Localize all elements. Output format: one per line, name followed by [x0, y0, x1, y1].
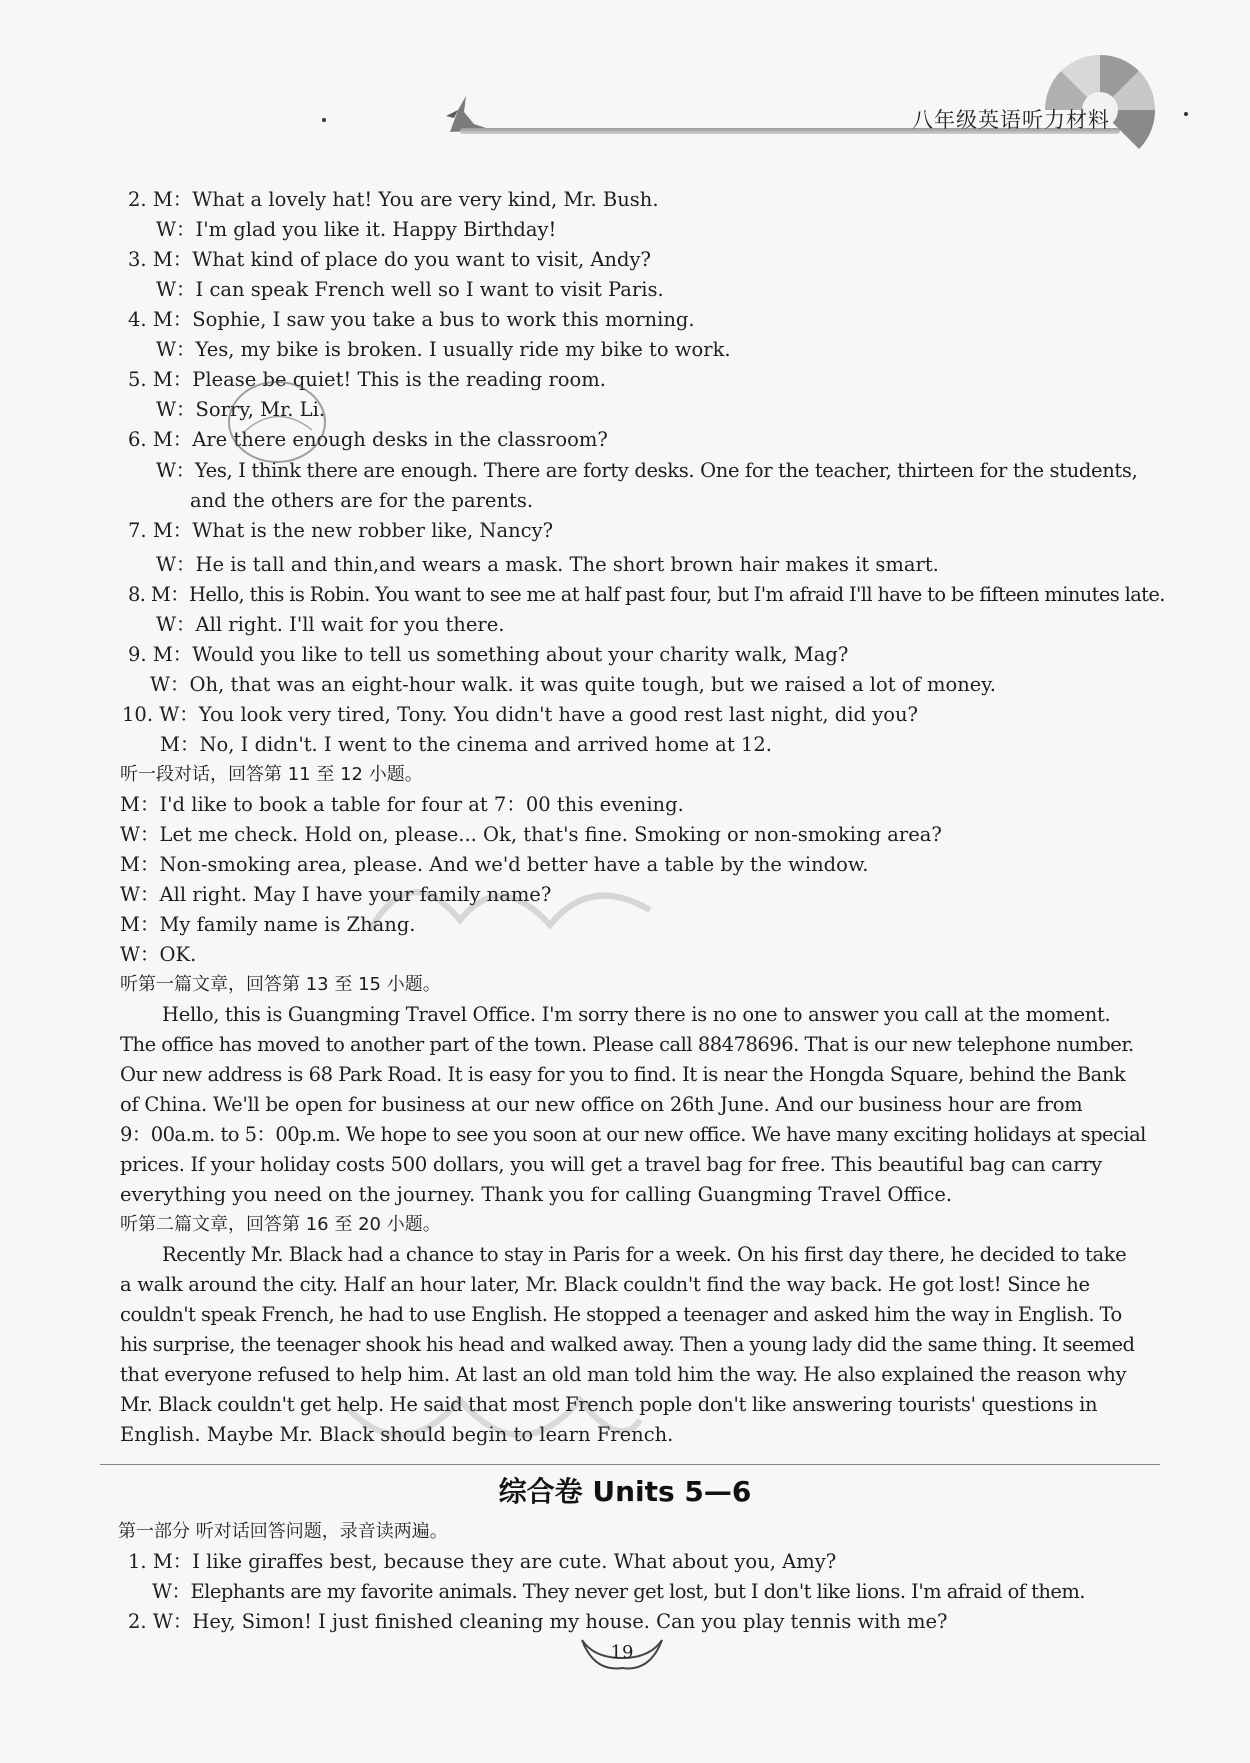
passage-line: Hello, this is Guangming Travel Office. I'm sorry there is no one to answer you call at the moment. — [162, 1003, 1111, 1026]
passage-line: his surprise, the teenager shook his head and walked away. Then a young lady did the same thing. It seemed — [120, 1333, 1135, 1356]
stamp-mark — [222, 372, 332, 472]
dialogue-line: 8. M：Hello, this is Robin. You want to see me at half past four, but I'm afraid I'll have to be fifteen minutes late. — [128, 583, 1165, 606]
dialogue-line: 6. M：Are there enough desks in the classroom? — [128, 428, 608, 451]
dialogue-line: 9. M：Would you like to tell us something about your charity walk, Mag? — [128, 643, 849, 666]
section-title: 综合卷 Units 5—6 — [498, 1475, 752, 1508]
part-instruction: 第一部分 听对话回答问题，录音读两遍。 — [118, 1521, 448, 1542]
dialogue-line: W：I'm glad you like it. Happy Birthday! — [156, 218, 557, 241]
dialogue-line: M：No, I didn't. I went to the cinema and arrived home at 12. — [160, 733, 772, 756]
passage-line: Our new address is 68 Park Road. It is easy for you to find. It is near the Hongda Square, behind the Bank — [120, 1063, 1126, 1086]
passage-line: couldn't speak French, he had to use English. He stopped a teenager and asked him the way in English. To — [120, 1303, 1122, 1326]
decor-dot — [322, 118, 326, 122]
passage-line: that everyone refused to help him. At last an old man told him the way. He also explained the reason why — [120, 1363, 1127, 1386]
passage-line: 9：00a.m. to 5：00p.m. We hope to see you soon at our new office. We have many exciting holidays at special — [120, 1123, 1146, 1146]
page-header — [0, 0, 1250, 160]
passage-line: a walk around the city. Half an hour later, Mr. Black couldn't find the way back. He got lost! Since he — [120, 1273, 1090, 1296]
watermark — [350, 840, 680, 960]
dialogue-line: W：Yes, my bike is broken. I usually ride my bike to work. — [156, 338, 731, 361]
dialogue-line: W：Sorry, Mr. Li. — [156, 398, 326, 421]
watermark — [320, 1360, 660, 1480]
passage-line: everything you need on the journey. Thank you for calling Guangming Travel Office. — [120, 1183, 953, 1206]
dialogue-line: W：Let me check. Hold on, please... Ok, that's fine. Smoking or non-smoking area? — [120, 823, 942, 846]
dialogue-line: 1. M：I like giraffes best, because they are cute. What about you, Amy? — [128, 1550, 837, 1573]
dialogue-line: 4. M：Sophie, I saw you take a bus to work this morning. — [128, 308, 695, 331]
passage-line: The office has moved to another part of the town. Please call 88478696. That is our new telephone number. — [120, 1033, 1134, 1056]
dialogue-line: 3. M：What kind of place do you want to visit, Andy? — [128, 248, 651, 271]
section-instruction: 听第二篇文章，回答第 16 至 20 小题。 — [120, 1214, 441, 1235]
dialogue-line: W：All right. May I have your family name? — [120, 883, 552, 906]
passage-line: prices. If your holiday costs 500 dollars, you will get a travel bag for free. This beautiful bag can carry — [120, 1153, 1102, 1176]
dialogue-line: 5. M：Please be quiet! This is the reading room. — [128, 368, 606, 391]
page-number: 19 — [610, 1642, 634, 1663]
section-instruction: 听第一篇文章，回答第 13 至 15 小题。 — [120, 974, 441, 995]
dialogue-line: M：I'd like to book a table for four at 7：00 this evening. — [120, 793, 684, 816]
dialogue-line: W：I can speak French well so I want to visit Paris. — [156, 278, 664, 301]
section-instruction: 听一段对话，回答第 11 至 12 小题。 — [120, 764, 423, 785]
page-number-badge — [574, 1628, 670, 1678]
dialogue-line: W：Yes, I think there are enough. There are forty desks. One for the teacher, thirteen for the students, — [156, 459, 1138, 482]
dialogue-line: 2. M：What a lovely hat! You are very kind, Mr. Bush. — [128, 188, 659, 211]
dialogue-line: W：All right. I'll wait for you there. — [156, 613, 505, 636]
passage-line: of China. We'll be open for business at our new office on 26th June. And our business hour are from — [120, 1093, 1083, 1116]
dialogue-line: 10. W：You look very tired, Tony. You didn't have a good rest last night, did you? — [122, 703, 918, 726]
dialogue-line: 7. M：What is the new robber like, Nancy? — [128, 519, 554, 542]
dialogue-line: W：OK. — [120, 943, 197, 966]
dialogue-line: W：Oh, that was an eight-hour walk. it was quite tough, but we raised a lot of money. — [150, 673, 996, 696]
passage-line: English. Maybe Mr. Black should begin to learn French. — [120, 1423, 674, 1446]
decor-dot — [1184, 112, 1188, 116]
dialogue-line: M：My family name is Zhang. — [120, 913, 416, 936]
passage-line: Mr. Black couldn't get help. He said that most French pople don't like answering tourists' questions in — [120, 1393, 1098, 1416]
header-title: 八年级英语听力材料 — [912, 108, 1110, 132]
dialogue-line: M：Non-smoking area, please. And we'd better have a table by the window. — [120, 853, 869, 876]
passage-line: Recently Mr. Black had a chance to stay in Paris for a week. On his first day there, he decided to take — [162, 1243, 1127, 1266]
dialogue-line: W：Elephants are my favorite animals. They never get lost, but I don't like lions. I'm afraid of them. — [152, 1580, 1085, 1603]
dialogue-line: W：He is tall and thin,and wears a mask. The short brown hair makes it smart. — [156, 553, 939, 576]
dialogue-line: 2. W：Hey, Simon! I just finished cleaning my house. Can you play tennis with me? — [128, 1610, 948, 1633]
dialogue-line: and the others are for the parents. — [190, 489, 534, 512]
